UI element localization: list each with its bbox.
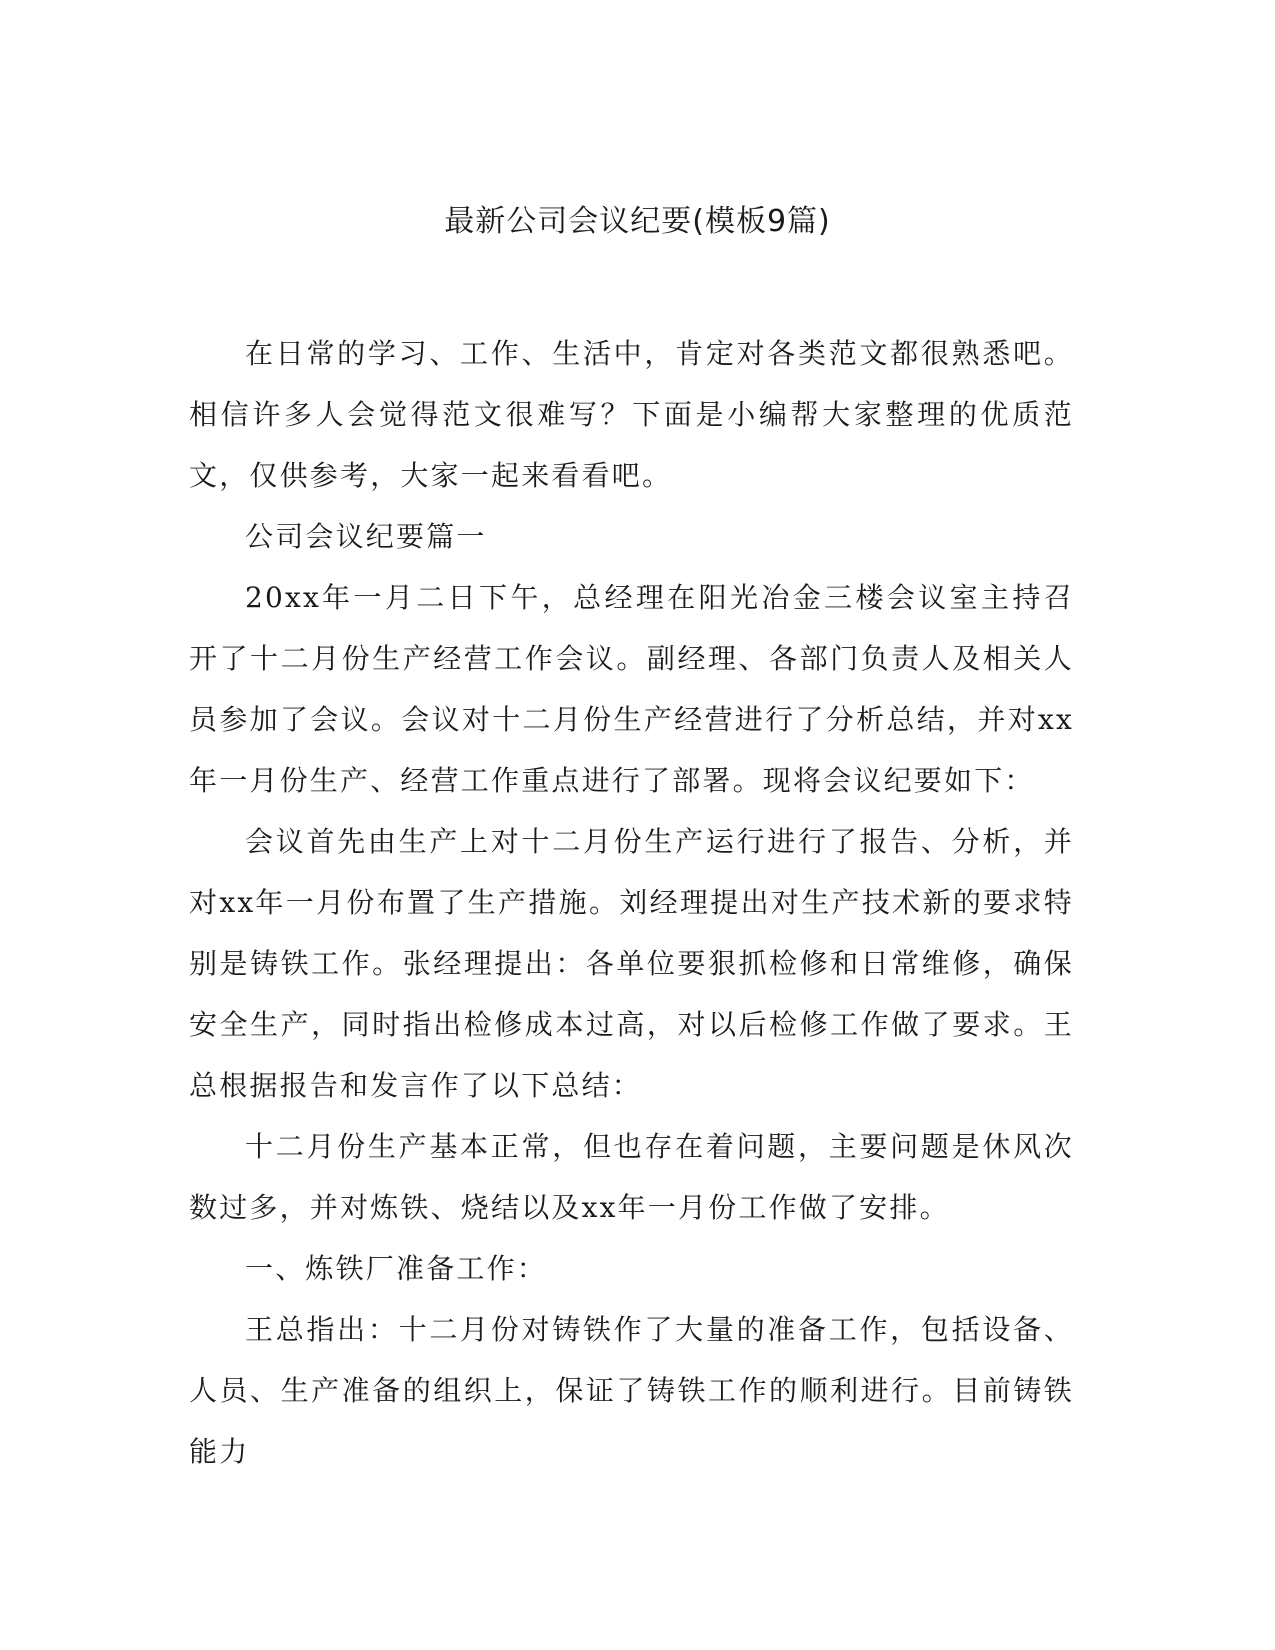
document-title: 最新公司会议纪要(模板9篇) — [444, 204, 831, 239]
subsection-heading: 一、炼铁厂准备工作： — [245, 1252, 548, 1285]
paragraph: 十二月份生产基本正常，但也存在着问题，主要问题是休风次数过多，并对炼铁、烧结以及xx年一月份工作做了安排。 — [189, 1130, 1074, 1224]
section-heading: 公司会议纪要篇一 — [245, 520, 487, 553]
document-body — [189, 323, 1074, 1482]
paragraph: 20xx年一月二日下午，总经理在阳光冶金三楼会议室主持召开了十二月份生产经营工作会议。副经理、各部门负责人及相关人员参加了会议。会议对十二月份生产经营进行了分析总结，并对xx年一月份生产、经营工作重点进行了部署。现将会议纪要如下： — [189, 581, 1074, 797]
paragraph-intro: 在日常的学习、工作、生活中，肯定对各类范文都很熟悉吧。相信许多人会觉得范文很难写？下面是小编帮大家整理的优质范文，仅供参考，大家一起来看看吧。 — [189, 337, 1074, 492]
paragraph: 王总指出：十二月份对铸铁作了大量的准备工作，包括设备、人员、生产准备的组织上，保证了铸铁工作的顺利进行。目前铸铁能力 — [189, 1313, 1074, 1468]
paragraph: 会议首先由生产上对十二月份生产运行进行了报告、分析，并对xx年一月份布置了生产措施。刘经理提出对生产技术新的要求特别是铸铁工作。张经理提出：各单位要狠抓检修和日常维修，确保安全生产，同时指出检修成本过高，对以后检修工作做了要求。王总根据报告和发言作了以下总结： — [189, 825, 1074, 1102]
